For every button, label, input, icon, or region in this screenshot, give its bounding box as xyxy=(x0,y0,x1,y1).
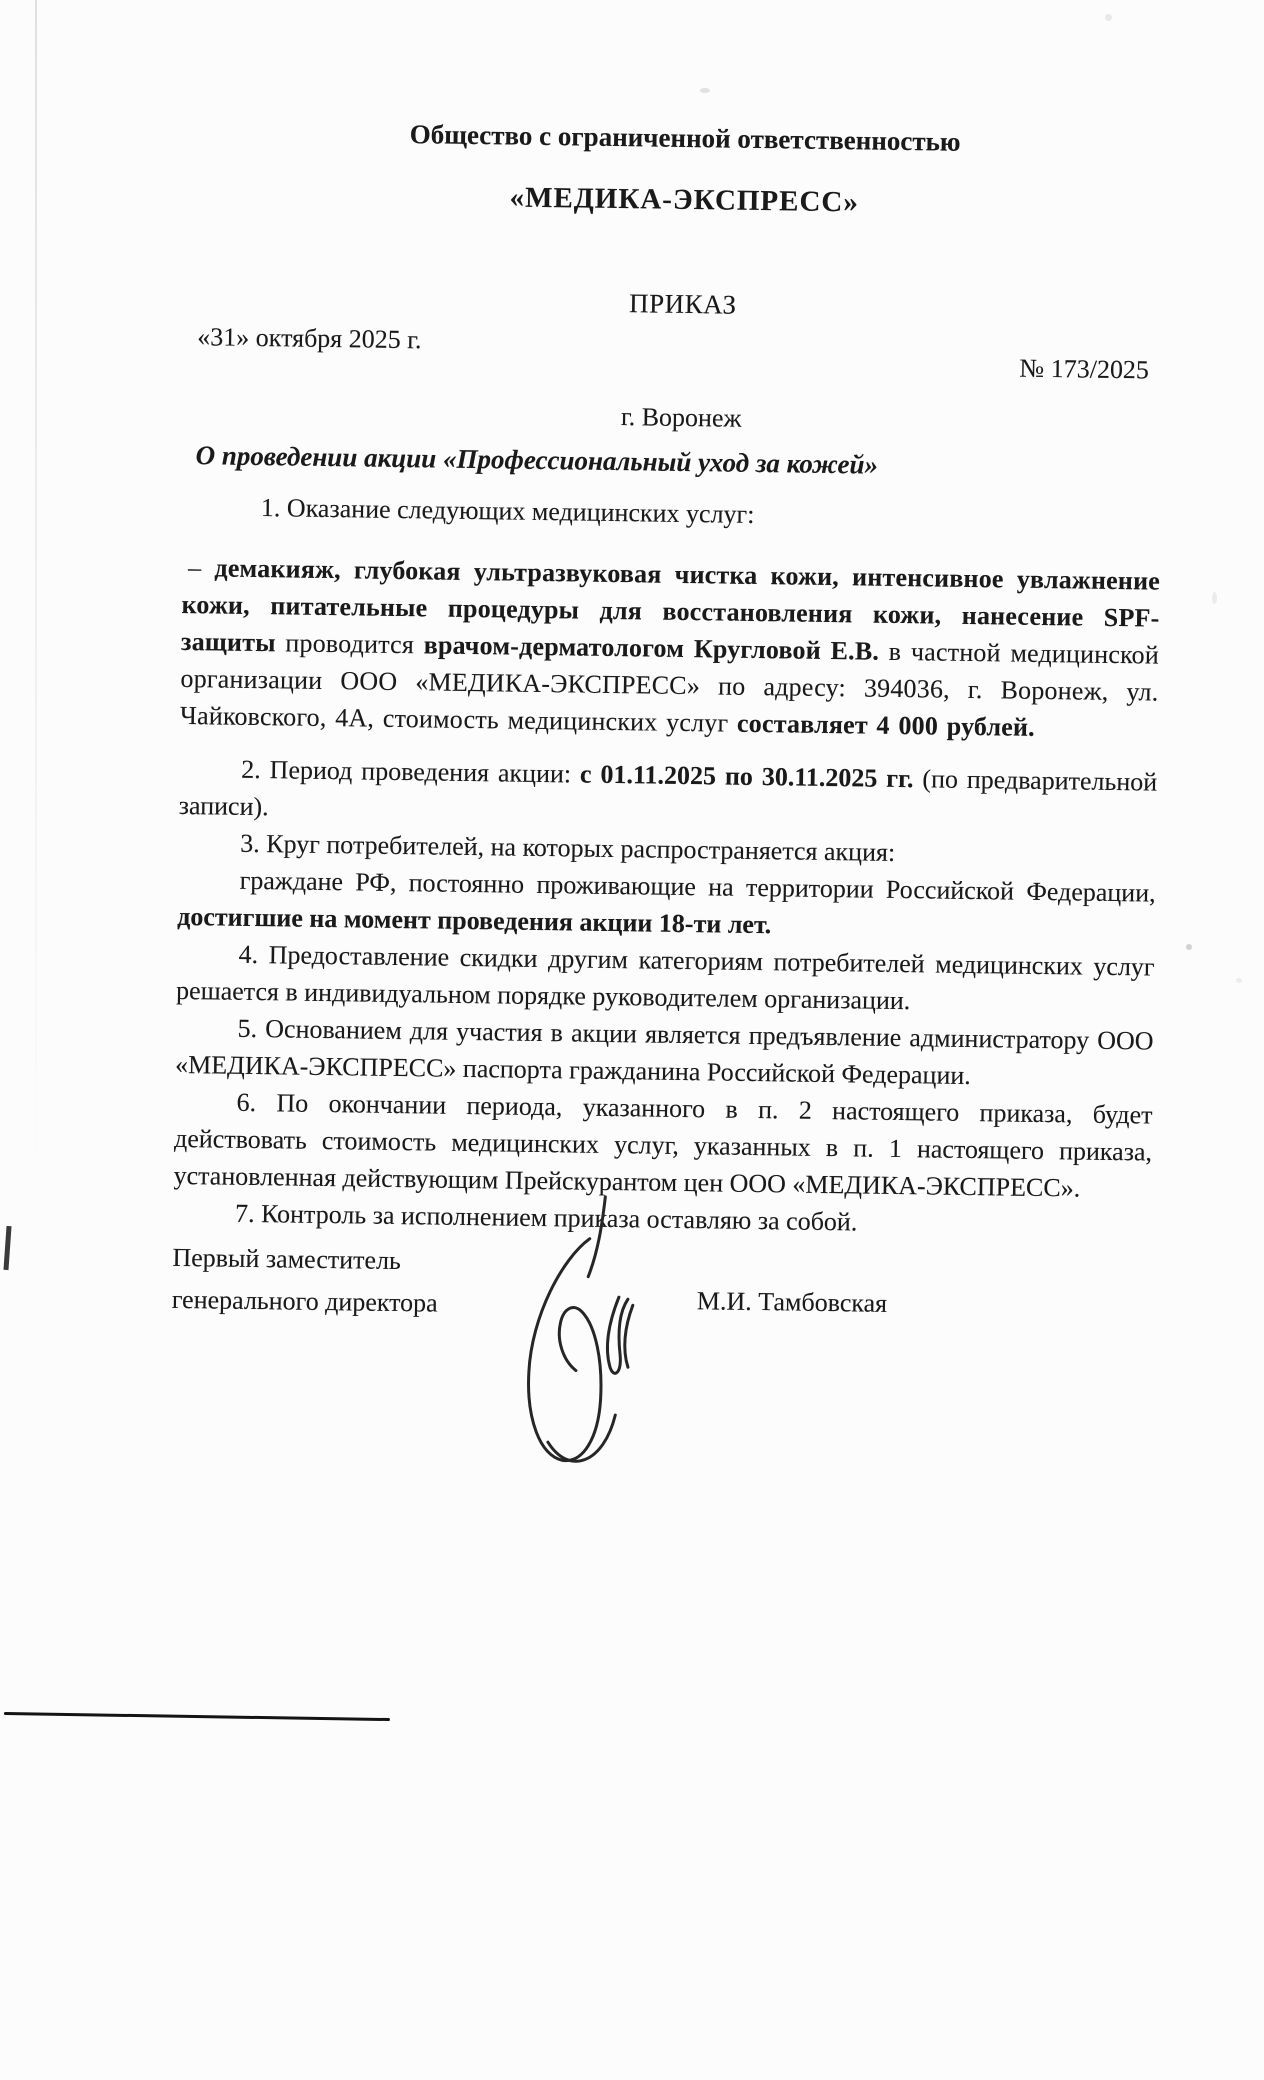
document-city: г. Воронеж xyxy=(620,402,742,433)
scan-speck xyxy=(1186,944,1192,950)
services-price-bold: составляет 4 000 рублей. xyxy=(736,708,1036,742)
document-subject: О проведении акции «Профессиональный уход за кожей» xyxy=(195,440,879,480)
bullet-dash: – xyxy=(187,553,215,583)
signer-position-line2: генерального директора xyxy=(171,1284,438,1318)
order-item-5: 5. Основанием для участия в акции является предъявление администратору ООО «МЕДИКА-ЭКСПРЕСС» паспорта гражданина Российской Федерации. xyxy=(174,1013,1154,1091)
document-number: № 173/2025 xyxy=(1019,353,1150,385)
item2-period-bold: с 01.11.2025 по 30.11.2025 гг. xyxy=(579,759,914,794)
signer-name: М.И. Тамбовская xyxy=(696,1286,888,1318)
document-type-title: ПРИКАЗ xyxy=(628,288,737,320)
signature-block xyxy=(169,1243,1151,1542)
document-date: «31» октября 2025 г. xyxy=(197,322,422,355)
order-item-3-text xyxy=(177,861,1156,949)
services-doctor-bold: врачом-дерматологом Кругловой Е.В. xyxy=(423,630,880,666)
item3-regular: граждане РФ, постоянно проживающие на территории Российской Федерации, xyxy=(239,865,1156,908)
services-regular-1: проводится xyxy=(275,628,424,660)
order-item-6: 6. По окончании периода, указанного в п. 2 настоящего приказа, будет действовать стоимость медицинских услуг, указанных в п. 1 настоящего приказа, установленная действующим Прейскурантом цен ООО «МЕДИКА-ЭКСПРЕСС». xyxy=(173,1087,1153,1203)
org-name-line2: «МЕДИКА-ЭКСПРЕСС» xyxy=(509,181,860,219)
scan-speck xyxy=(1212,592,1217,604)
item2-regular-2: (по предварительной записи). xyxy=(178,764,1158,822)
order-item-7: 7. Контроль за исполнением приказа оставляю за собой. xyxy=(234,1198,858,1237)
scan-speck xyxy=(1236,978,1242,983)
signer-position-line1: Первый заместитель xyxy=(172,1242,402,1276)
order-item-3-intro: 3. Круг потребителей, на которых распространяется акция: xyxy=(240,828,896,867)
order-item-1: 1. Оказание следующих медицинских услуг: xyxy=(260,493,755,529)
signature-handwriting xyxy=(517,1190,661,1482)
services-list-bold: демакияж, глубокая ультразвуковая чистка кожи, интенсивное увлажнение кожи, питательные процедуры для восстановления кожи, нанесение SPF-защиты xyxy=(180,553,1161,658)
scan-mark-artifact xyxy=(3,1226,11,1270)
services-regular-2: в частной медицинской организации ООО «МЕДИКА-ЭКСПРЕСС» по адресу: 394036, г. Воронеж, ул. Чайковского, 4А, стоимость медицинских услуг xyxy=(179,636,1160,738)
order-document xyxy=(169,0,1168,1542)
item2-regular-1: 2. Период проведения акции: xyxy=(241,754,581,789)
scan-edge-artifact xyxy=(35,0,37,1180)
order-item-4: 4. Предоставление скидки другим категориям потребителей медицинских услуг решается в индивидуальном порядке руководителем организации. xyxy=(175,939,1155,1016)
item3-age-bold: достигшие на момент проведения акции 18-ти лет. xyxy=(177,901,772,940)
scan-line-artifact xyxy=(4,1712,390,1721)
signer-position xyxy=(172,1237,439,1325)
date-number-row xyxy=(185,318,1164,390)
org-name-line1: Общество с ограниченной ответственностью xyxy=(409,119,961,157)
order-item-2 xyxy=(178,750,1157,838)
services-paragraph xyxy=(180,549,1160,748)
